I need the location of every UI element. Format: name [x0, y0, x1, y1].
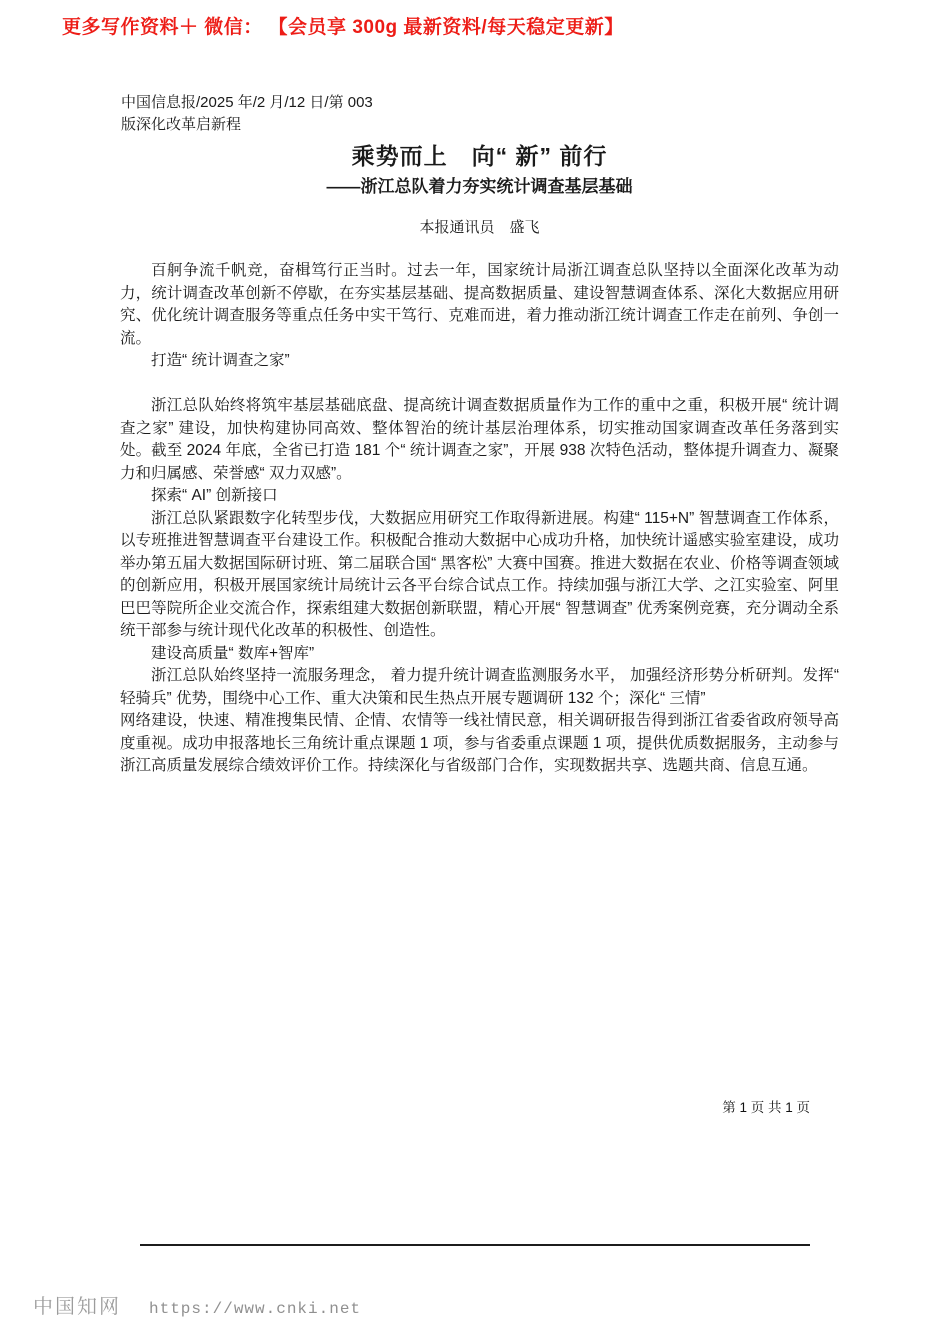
article-title: 乘势而上 向“ 新” 前行 — [351, 143, 608, 169]
article-author: 本报通讯员 盛飞 — [419, 219, 540, 236]
section-heading-2: 探索“ AI” 创新接口 — [151, 487, 278, 504]
page-number: 第 1 页 共 1 页 — [722, 1100, 810, 1115]
cnki-url-link[interactable]: https://www.cnki.net — [149, 1300, 362, 1318]
source-line-2: 版深化改革启新程 — [121, 116, 242, 133]
article-body — [120, 260, 839, 778]
article-paragraph-2: 浙江总队始终将筑牢基层基础底盘、提高统计调查数据质量作为工作的重中之重，积极开展“ 统计调查之家” 建设，加快构建协同高效、整体智治的统计基层治理体系，切实推动国家调查改革任务落到实处。截至 2024 年底，全省已打造 181 个“ 统计调查之家”，开展 938 次特色活动，整体提升调查力、凝聚力和归属感、荣誉感“ 双力双感”。 — [120, 397, 839, 482]
source-line-1: 中国信息报/2025 年/2 月/12 日/第 003 — [121, 94, 373, 111]
source-info — [121, 92, 641, 136]
section-heading-1: 打造“ 统计调查之家” — [151, 352, 290, 369]
article-paragraph-1: 百舸争流千帆竞，奋楫笃行正当时。过去一年，国家统计局浙江调查总队坚持以全面深化改革为动力，统计调查改革创新不停歇，在夯实基层基础、提高数据质量、建设智慧调查体系、深化大数据应用研究、优化统计调查服务等重点任务中实干笃行、克难而进，着力推动浙江统计调查工作走在前列、争创一流。 — [120, 262, 839, 347]
article-subtitle: ——浙江总队着力夯实统计调查基层基础 — [326, 177, 633, 196]
section-heading-3: 建设高质量“ 数库+智库” — [151, 644, 315, 662]
cnki-brand: 中国知网 — [33, 1296, 121, 1318]
article-paragraph-4-continuation: 网络建设，快速、精准搜集民情、企情、农情等一线社情民意，相关调研报告得到浙江省委省政府领导高度重视。成功申报落地长三角统计重点课题 1 项，参与省委重点课题 1 项，提供优质数据服务，主动参与浙江高质量发展综合绩效评价工作。持续深化与省级部门合作，实现数据共享、选题共商、信息互通。 — [120, 712, 839, 774]
cnki-watermark — [33, 1290, 361, 1319]
promo-banner-text: 更多写作资料＋ 微信： 【会员享 300g 最新资料/每天稳定更新】 — [62, 17, 624, 38]
footer-divider-line — [140, 1244, 810, 1246]
article-paragraph-4: 浙江总队始终坚持一流服务理念， 着力提升统计调查监测服务水平， 加强经济形势分析研判。发挥“ 轻骑兵” 优势，围绕中心工作、重大决策和民生热点开展专题调研 132 个；深化“ 三情” — [120, 667, 839, 707]
article-paragraph-3: 浙江总队紧跟数字化转型步伐，大数据应用研究工作取得新进展。构建“ 115+N” 智慧调查工作体系，以专班推进智慧调查平台建设工作。积极配合推动大数据中心成功升格，加快统计遥感实验室建设，成功举办第五届大数据国际研讨班、第二届联合国“ 黑客松” 大赛中国赛。推进大数据在农业、价格等调查领域的创新应用，积极开展国家统计局统计云各平台综合试点工作。持续加强与浙江大学、之江实验室、阿里巴巴等院所企业交流合作，探索组建大数据创新联盟，精心开展“ 智慧调查” 优秀案例竞赛，充分调动全系统干部参与统计现代化改革的积极性、创造性。 — [120, 509, 839, 639]
